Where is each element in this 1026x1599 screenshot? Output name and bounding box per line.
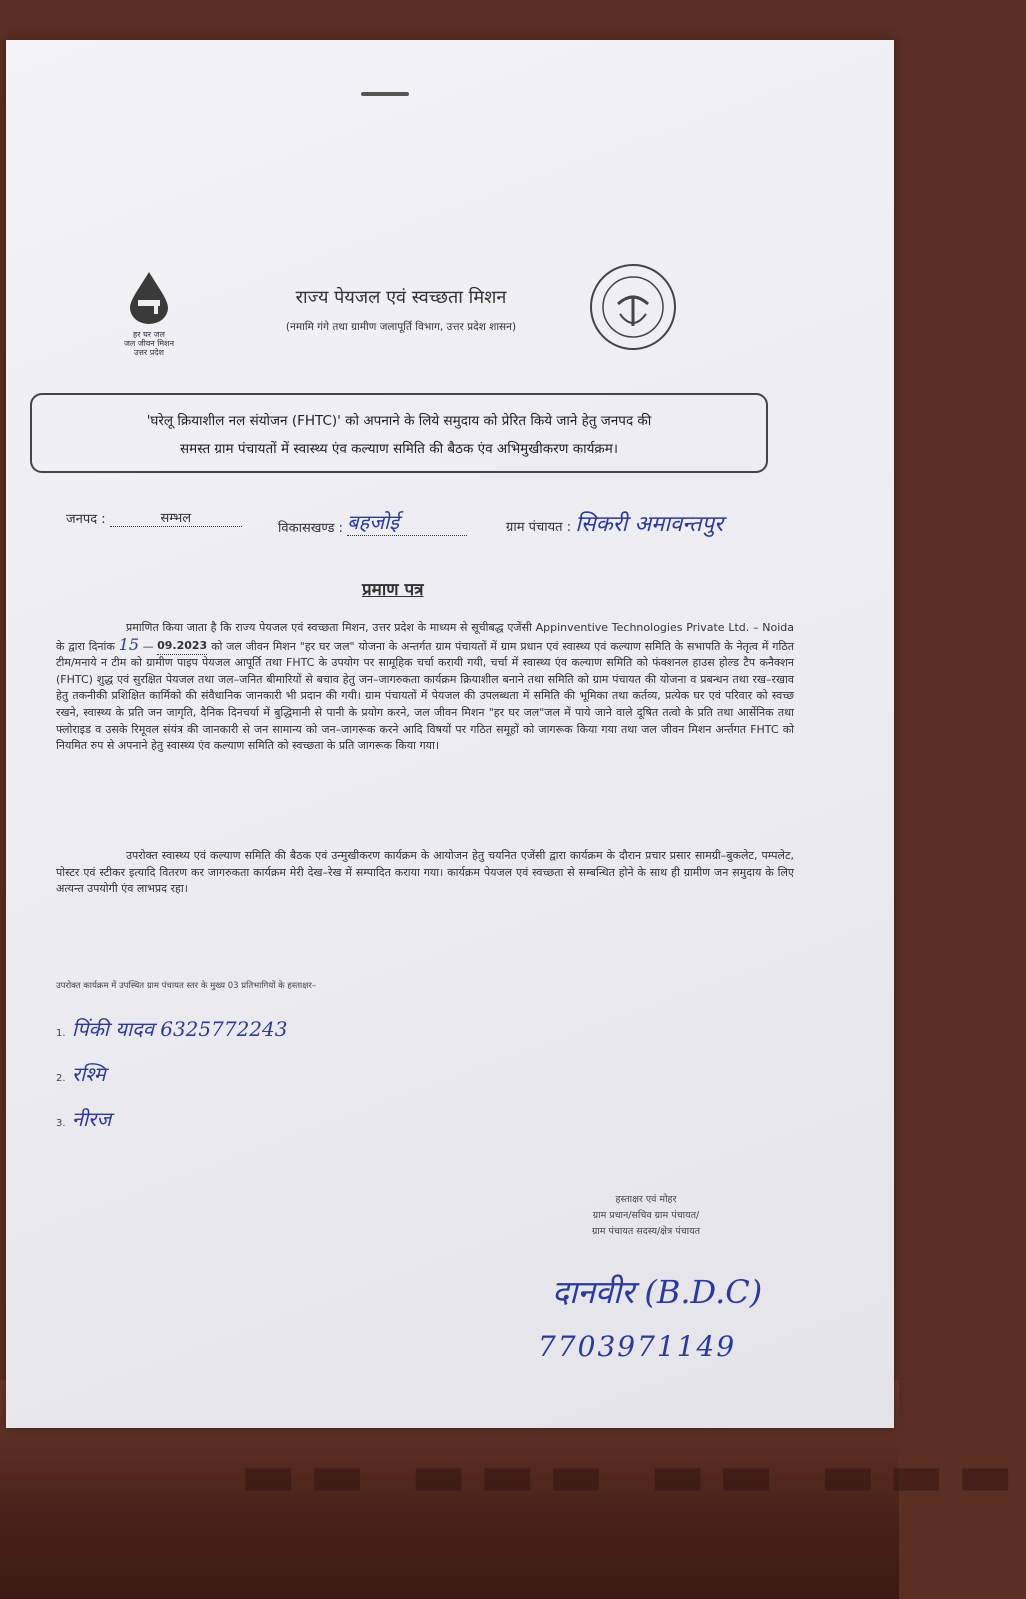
staple-mark	[361, 92, 409, 96]
block-label: विकासखण्ड :	[278, 521, 344, 536]
signatory-1-number: 1.	[56, 1028, 66, 1039]
program-banner	[30, 393, 768, 473]
logo-caption-1: हर घर जल	[133, 330, 165, 339]
signatory-1-signature: पिंकी यादव 6325772243	[71, 1017, 288, 1041]
certificate-paragraph-2	[56, 848, 794, 898]
floor-printed-pattern: ▬▬ ▬▬▬ ▬▬ ▬▬▬	[240, 1440, 1026, 1510]
signatory-3-signature: नीरज	[71, 1107, 112, 1131]
signatory-2-number: 2.	[56, 1073, 66, 1084]
mission-title: राज्य पेयजल एवं स्वच्छता मिशन	[295, 287, 507, 308]
district-field	[66, 508, 242, 527]
date-day: 15	[118, 634, 140, 654]
panchayat-field	[506, 508, 723, 538]
certificate-heading: प्रमाण पत्र	[362, 580, 424, 600]
official-signature: दानवीर (B.D.C)	[552, 1273, 763, 1311]
block-field	[278, 508, 467, 536]
signatory-1	[56, 1015, 287, 1042]
official-phone: 7703971149	[538, 1330, 737, 1363]
signatory-2	[56, 1060, 106, 1087]
banner-line-1: 'घरेलू क्रियाशील नल संयोजन (FHTC)' को अपनाने के लिये समुदाय को प्रेरित किये जाने हेतु जनपद की	[146, 413, 652, 429]
signatory-3-number: 3.	[56, 1118, 66, 1129]
para1-part-a: प्रमाणित किया जाता है कि राज्य पेयजल एवं स्वच्छता मिशन, उत्तर प्रदेश के माध्यम से सूचीबद्ध एजेंसी Appinventive Technologies Private Ltd. – Noida के द्वारा दिनांक	[56, 621, 794, 653]
district-label: जनपद :	[66, 512, 106, 527]
logo-caption-2: जल जीवन मिशन	[123, 339, 175, 348]
stamp-line-3: ग्राम पंचायत सदस्य/क्षेत्र पंचायत	[591, 1226, 701, 1237]
certificate-document	[6, 40, 894, 1428]
date-month-year: 09.2023	[157, 638, 207, 656]
water-drop-icon	[124, 270, 174, 326]
signatory-3	[56, 1105, 111, 1132]
panchayat-value: सिकरी अमावन्तपुर	[575, 512, 724, 537]
certificate-paragraph-1	[56, 620, 794, 755]
signatory-2-signature: रश्मि	[71, 1062, 106, 1086]
para1-part-b: को जल जीवन मिशन "हर घर जल" योजना के अन्तर्गत ग्राम पंचायतों में ग्राम प्रधान एवं स्वास्थ्य एवं कल्याण समिति के सभापति के नेतृत्व में गठित टीम/मनाये न टीम को ग्रामीण पाइप पेयजल आपूर्ति तथा FHTC के उपयोग पर सामूहिक चर्चा करायी गयी, चर्चा में स्वास्थ्य एंव कल्याण समिति को फंक्शनल हाउस होल्ड टैप कनैक्शन (FHTC) शुद्ध एवं सुरक्षित पेयजल तथा जल–जनित बीमारियों से बचाव हेतु जन–जागरुकता कार्यक्रम क्रियाशील बनाने तथा समिति को ग्राम पंचायत की योजना व प्रबन्धन तथा रख–रखाव हेतु तकनीकी प्रशिक्षित कार्मिको की संवैधानिक जानकारी भी प्रदान की गयी। ग्राम पंचायतों में पेयजल की उपलब्धता में समिति की भूमिका तथा कर्तव्य, प्रत्येक घर एवं परिवार को स्वच्छ रखने, स्वास्थ्य के प्रति जन जागृति, दैनिक दिनचर्या में बुद्धिमानी से पानी के प्रयोग करने, जल जीवन मिशन "हर घर जल"जल में पाये जाने वाले दूषित तत्वो के प्रति तथा आर्सेनिक तथा फ्लोराइड व उसके रिमूवल संयंत्र की जानकारी से जन सामान्य को जन–जागरूक करने आदि विषयों पर गठित समूहों को जागरूक किया गया तथा जल जीवन मिशन अर्न्तगत FHTC को नियमित रुप से अपनाने हेतु स्वास्थ्य एंव कल्याण समिति को स्वच्छता के प्रति जागरूक किया गया।	[56, 639, 794, 753]
up-state-emblem-icon	[588, 262, 678, 352]
logo-caption-3: उत्तर प्रदेश	[134, 348, 164, 357]
stamp-block	[536, 1192, 756, 1240]
signatories-intro: उपरोक्त कार्यक्रम में उपस्थित ग्राम पंचायत स्तर के मुख्य 03 प्रतिभागियों के हस्ताक्षर–	[56, 981, 317, 991]
block-value: बहजोई	[347, 508, 467, 536]
district-value: सम्भल	[110, 508, 242, 527]
program-date: 15 — 09.2023	[118, 634, 208, 654]
stamp-line-1: हस्ताक्षर एवं मोहर	[615, 1194, 677, 1205]
panchayat-label: ग्राम पंचायत :	[506, 520, 572, 535]
mission-subtitle: (नमामि गंगे तथा ग्रामीण जलापूर्ति विभाग, उत्तर प्रदेश शासन)	[285, 321, 517, 333]
stamp-line-2: ग्राम प्रधान/सचिव ग्राम पंचायत/	[592, 1210, 700, 1221]
para2-text: उपरोक्त स्वास्थ्य एवं कल्याण समिति की बैठक एवं उन्मुखीकरण कार्यक्रम के आयोजन हेतु चयनित एजेंसी द्वारा कार्यक्रम के दौरान प्रचार प्रसार सामग्री–बुकलेट, पम्पलेट, पोस्टर एवं स्टीकर इत्यादि वितरण कर जागरुकता कार्यक्रम मेरी देख–रेख में सम्पादित कराया गया। कार्यक्रम पेयजल एवं स्वच्छता से सम्बन्धित होने के साथ ही ग्रामीण जन समुदाय के लिए अत्यन्त उपयोगी एंव लाभप्रद रहा।	[56, 849, 794, 896]
har-ghar-jal-logo	[104, 270, 194, 357]
banner-line-2: समस्त ग्राम पंचायतों में स्वास्थ्य एंव कल्याण समिति की बैठक एंव अभिमुखीकरण कार्यक्रम।	[180, 441, 618, 457]
